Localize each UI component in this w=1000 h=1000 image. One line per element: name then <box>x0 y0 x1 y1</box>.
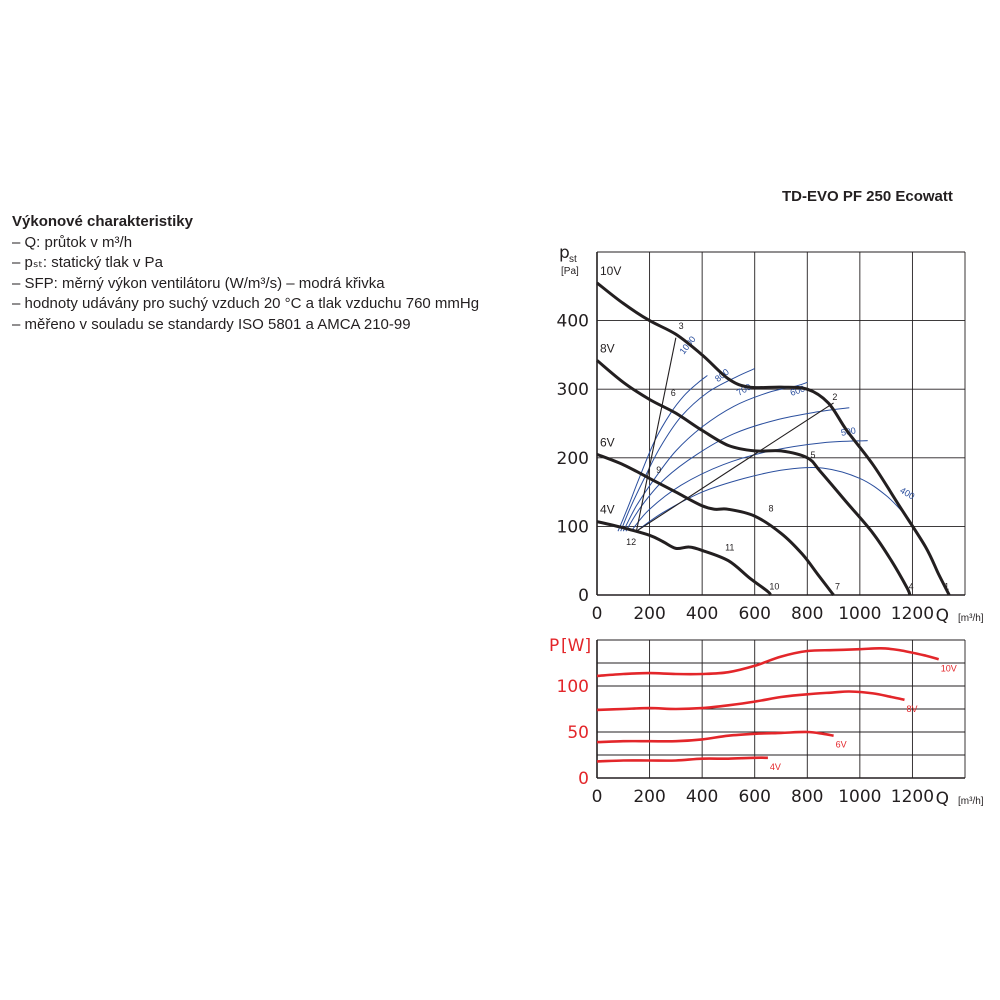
power-curve-label: 10V <box>940 663 957 674</box>
fan-curve-label: 4V <box>600 502 615 517</box>
power-curve-label: 4V <box>769 761 781 772</box>
system-curve <box>636 338 675 531</box>
y-axis-label-sub: st <box>569 254 577 265</box>
x-tick-label: 200 <box>633 787 666 807</box>
y-tick-label: 100 <box>556 677 589 697</box>
x-tick-label: 400 <box>685 787 719 807</box>
y-axis-label: P <box>549 636 560 656</box>
y-tick-label: 200 <box>556 448 589 469</box>
x-axis-label: Q <box>935 789 949 809</box>
operating-point-label: 12 <box>626 536 637 547</box>
operating-point-label: 8 <box>768 503 774 514</box>
sfp-curve-label: 1000 <box>677 334 698 357</box>
x-tick-label: 0 <box>591 604 603 624</box>
x-axis-unit: [m³/h] <box>958 613 984 624</box>
fan-curve-label: 10V <box>600 263 622 278</box>
y-tick-label: 100 <box>556 517 589 538</box>
legend-line: – měřeno v souladu se standardy ISO 5801 a AMCA 210-99 <box>12 315 411 333</box>
y-tick-label: 0 <box>578 586 589 606</box>
fan-curve <box>597 454 834 595</box>
sfp-curve-label: 600 <box>788 383 807 398</box>
x-axis-unit: [m³/h] <box>958 796 984 807</box>
legend-line: – hodnoty udávány pro suchý vzduch 20 °C a tlak vzduchu 760 mmHg <box>12 295 480 312</box>
y-tick-label: 300 <box>556 380 589 401</box>
y-tick-label: 0 <box>578 769 589 789</box>
x-axis-label: Q <box>935 606 949 626</box>
y-tick-label: 400 <box>556 311 589 332</box>
sfp-curve-label: 800 <box>712 366 731 384</box>
legend-line: – SFP: měrný výkon ventilátoru (W/m³/s) – modrá křivka <box>12 274 385 292</box>
operating-point-label: 1 <box>944 581 950 592</box>
x-tick-label: 1000 <box>838 604 882 624</box>
operating-point-label: 9 <box>656 464 662 475</box>
operating-point-label: 10 <box>769 581 780 592</box>
legend-line: – Q: průtok v m³/h <box>12 233 133 251</box>
power-curve-label: 8V <box>906 703 918 714</box>
x-tick-label: 1000 <box>838 787 882 807</box>
product-title: TD-EVO PF 250 Ecowatt <box>782 188 953 205</box>
x-tick-label: 800 <box>791 604 824 624</box>
y-axis-unit: [W] <box>561 636 592 656</box>
power-curve <box>597 648 939 676</box>
fan-curve-label: 6V <box>600 435 615 450</box>
x-tick-label: 0 <box>591 787 603 807</box>
x-tick-label: 1200 <box>890 787 935 807</box>
x-tick-label: 1200 <box>890 604 935 624</box>
x-tick-label: 400 <box>685 604 719 624</box>
power-curve <box>597 758 768 762</box>
y-tick-label: 50 <box>567 723 589 743</box>
power-curve-label: 6V <box>835 739 847 750</box>
operating-point-label: 3 <box>678 320 684 331</box>
x-tick-label: 600 <box>738 604 771 624</box>
operating-point-label: 6 <box>670 388 676 399</box>
operating-point-label: 4 <box>908 581 914 592</box>
x-tick-label: 600 <box>738 787 771 807</box>
power-curve <box>597 732 834 742</box>
y-axis-label: p <box>559 243 570 263</box>
operating-point-label: 2 <box>832 392 838 403</box>
operating-point-label: 11 <box>725 542 735 553</box>
fan-curve <box>597 360 910 595</box>
operating-point-label: 5 <box>810 449 816 460</box>
y-axis-unit: [Pa] <box>561 266 579 277</box>
fan-curve-label: 8V <box>600 341 615 356</box>
sfp-curve-label: 500 <box>840 425 857 438</box>
x-tick-label: 800 <box>791 787 824 807</box>
power-curve <box>597 691 905 709</box>
legend-line: – pₛₜ: statický tlak v Pa <box>12 254 163 271</box>
fan-curve <box>597 522 771 595</box>
x-tick-label: 200 <box>633 604 666 624</box>
sfp-curve-label: 400 <box>898 485 917 502</box>
sfp-curve-label: 700 <box>734 381 753 398</box>
legend-title: Výkonové charakteristiky <box>12 213 193 230</box>
operating-point-label: 7 <box>835 581 841 592</box>
sfp-curve <box>618 376 707 532</box>
